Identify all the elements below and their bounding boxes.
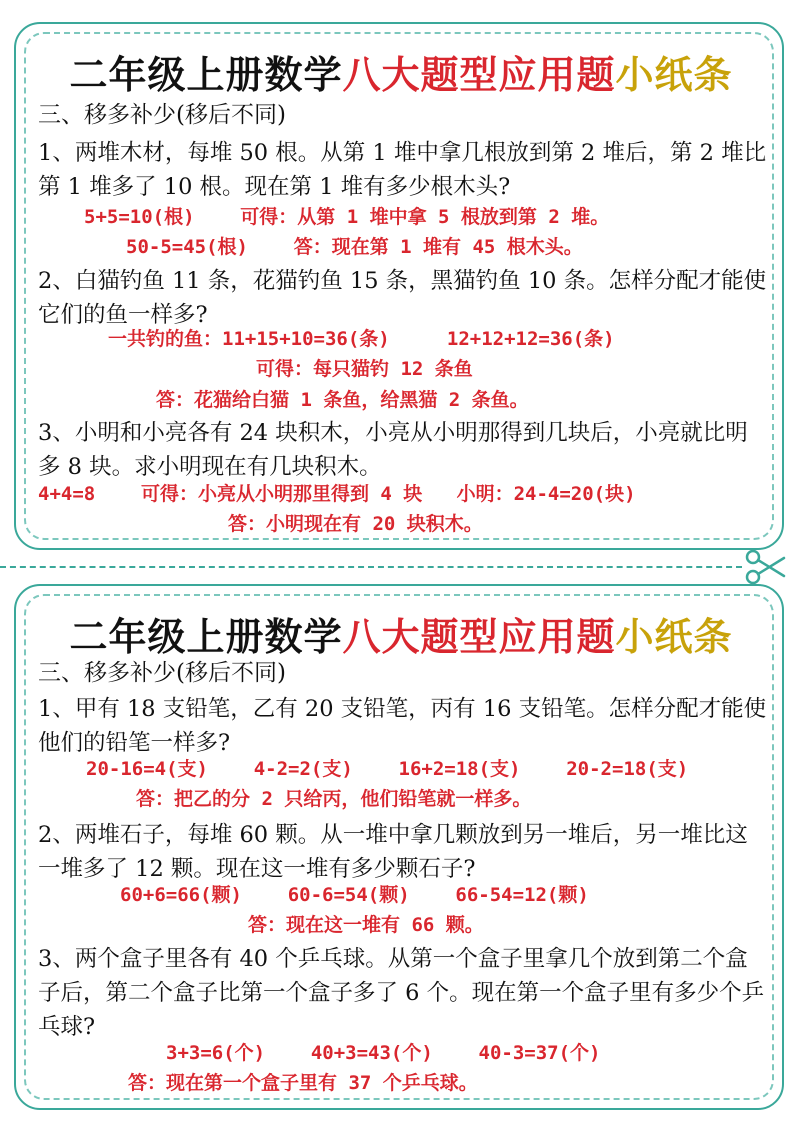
answer-2-line-2: 答：现在这一堆有 66 颗。 bbox=[248, 914, 484, 936]
answer-1-line-2: 50-5=45(根) 答：现在第 1 堆有 45 根木头。 bbox=[126, 236, 583, 258]
question-3: 3、两个盒子里各有 40 个乒乓球。从第一个盒子里拿几个放到第二个盒子后，第二个盒子比第一个盒子多了 6 个。现在第一个盒子里有多少个乒乓球? bbox=[38, 946, 765, 1040]
answer-2-line-2: 可得：每只猫钓 12 条鱼 bbox=[256, 358, 473, 380]
answer-2-line-1: 一共钓的鱼：11+15+10=36(条) 12+12+12=36(条) bbox=[108, 328, 615, 350]
title-part-grade: 二年级上册数学 bbox=[69, 615, 343, 659]
section-heading: 三、移多补少(移后不同) bbox=[38, 660, 286, 686]
question-1: 1、甲有 18 支铅笔，乙有 20 支铅笔，丙有 16 支铅笔。怎样分配才能使他们的铅笔一样多? bbox=[38, 696, 767, 756]
answer-1-line-1: 5+5=10(根) 可得：从第 1 堆中拿 5 根放到第 2 堆。 bbox=[84, 206, 610, 228]
answer-1-line-2: 答：把乙的分 2 只给丙，他们铅笔就一样多。 bbox=[136, 788, 532, 810]
answer-2-line-3: 答：花猫给白猫 1 条鱼，给黑猫 2 条鱼。 bbox=[156, 389, 529, 411]
answer-3-line-1: 4+4=8 可得：小亮从小明那里得到 4 块 小明：24-4=20(块) bbox=[38, 483, 636, 505]
question-2: 2、白猫钓鱼 11 条，花猫钓鱼 15 条，黑猫钓鱼 10 条。怎样分配才能使它们的鱼一样多? bbox=[38, 268, 767, 328]
title-part-note: 小纸条 bbox=[615, 53, 733, 97]
title-part-grade: 二年级上册数学 bbox=[69, 53, 343, 97]
answer-1-line-1: 20-16=4(支) 4-2=2(支) 16+2=18(支) 20-2=18(支) bbox=[86, 758, 689, 780]
question-1: 1、两堆木材，每堆 50 根。从第 1 堆中拿几根放到第 2 堆后，第 2 堆比第 1 堆多了 10 根。现在第 1 堆有多少根木头? bbox=[38, 140, 767, 200]
card-title bbox=[16, 606, 786, 661]
section-heading: 三、移多补少(移后不同) bbox=[38, 102, 286, 128]
answer-3-line-2: 答：现在第一个盒子里有 37 个乒乓球。 bbox=[128, 1072, 478, 1094]
card-title bbox=[16, 44, 786, 99]
cut-line bbox=[0, 566, 742, 568]
question-3: 3、小明和小亮各有 24 块积木，小亮从小明那得到几块后，小亮就比明多 8 块。求小明现在有几块积木。 bbox=[38, 420, 748, 480]
title-part-note: 小纸条 bbox=[615, 615, 733, 659]
note-card-top bbox=[14, 22, 784, 550]
scissors-icon bbox=[744, 548, 786, 586]
title-part-topic: 八大题型应用题 bbox=[342, 615, 616, 659]
title-part-topic: 八大题型应用题 bbox=[342, 53, 616, 97]
answer-3-line-2: 答：小明现在有 20 块积木。 bbox=[228, 513, 483, 535]
answer-3-line-1: 3+3=6(个) 40+3=43(个) 40-3=37(个) bbox=[166, 1042, 601, 1064]
note-card-bottom bbox=[14, 584, 784, 1110]
answer-2-line-1: 60+6=66(颗) 60-6=54(颗) 66-54=12(颗) bbox=[120, 884, 589, 906]
question-2: 2、两堆石子，每堆 60 颗。从一堆中拿几颗放到另一堆后，另一堆比这一堆多了 12 颗。现在这一堆有多少颗石子? bbox=[38, 822, 748, 882]
